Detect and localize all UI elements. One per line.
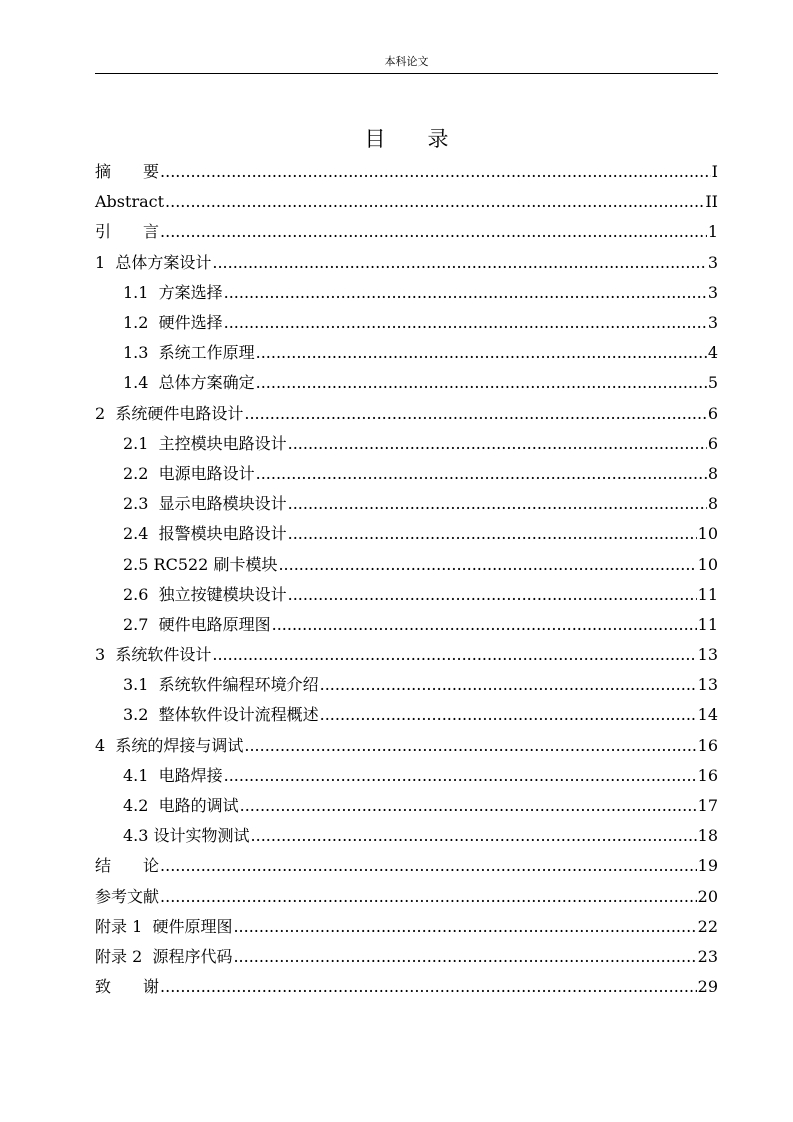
toc-entry-label: 2.1 主控模块电路设计	[123, 433, 287, 453]
toc-title-char-2: 录	[427, 127, 449, 151]
toc-dot-leader	[244, 399, 706, 429]
toc-dot-leader	[288, 489, 707, 519]
toc-dot-leader	[251, 821, 697, 851]
toc-entry[interactable]	[95, 791, 718, 821]
toc-dot-leader	[320, 670, 697, 700]
toc-entry-label: 4.1 电路焊接	[123, 765, 223, 785]
toc-dot-leader	[160, 851, 697, 881]
toc-dot-leader	[160, 157, 711, 187]
toc-entry-label: 1.3 系统工作原理	[123, 343, 255, 363]
page-header: 本科论文	[384, 55, 429, 68]
toc-dot-leader	[233, 912, 696, 942]
toc-entry-label: 致 谢	[95, 977, 160, 997]
toc-dot-leader	[256, 459, 707, 489]
toc-dot-leader	[288, 519, 697, 549]
toc-entry[interactable]	[95, 338, 718, 368]
toc-entry-label: 3.2 整体软件设计流程概述	[123, 705, 319, 725]
toc-dot-leader	[212, 640, 696, 670]
toc-entry-page: 29	[697, 977, 718, 997]
toc-entry-label: 2 系统硬件电路设计	[95, 403, 244, 423]
toc-entry-label: 4 系统的焊接与调试	[95, 735, 244, 755]
toc-entry-label: 1.1 方案选择	[123, 282, 223, 302]
toc-entry-page: 16	[697, 735, 718, 755]
toc-entry-label: 2.5 RC522 刷卡模块	[123, 554, 278, 574]
toc-entry-label: 3 系统软件设计	[95, 645, 212, 665]
toc-dot-leader	[212, 248, 706, 278]
toc-entry[interactable]	[95, 670, 718, 700]
toc-dot-leader	[165, 187, 704, 217]
table-of-contents	[95, 157, 718, 1002]
toc-dot-leader	[224, 761, 697, 791]
toc-dot-leader	[224, 278, 707, 308]
toc-dot-leader	[272, 610, 697, 640]
toc-entry[interactable]	[95, 429, 718, 459]
toc-entry-label: 引 言	[95, 222, 160, 242]
toc-entry[interactable]	[95, 972, 718, 1002]
toc-entry[interactable]	[95, 217, 718, 247]
toc-entry[interactable]	[95, 368, 718, 398]
toc-entry-label: 结 论	[95, 856, 160, 876]
toc-entry-page: 20	[697, 886, 718, 906]
toc-entry[interactable]	[95, 187, 718, 217]
toc-entry-page: 10	[697, 524, 718, 544]
toc-entry-page: 11	[697, 584, 718, 604]
toc-entry-label: 参考文献	[95, 886, 160, 906]
toc-title	[95, 124, 718, 154]
toc-dot-leader	[244, 731, 696, 761]
toc-entry-label: 1.4 总体方案确定	[123, 373, 255, 393]
toc-dot-leader	[160, 972, 697, 1002]
toc-entry[interactable]	[95, 519, 718, 549]
toc-entry-label: 1 总体方案设计	[95, 252, 212, 272]
toc-dot-leader	[224, 308, 707, 338]
toc-entry-page: 3	[707, 313, 718, 333]
toc-entry[interactable]	[95, 640, 718, 670]
toc-entry-label: 摘 要	[95, 162, 160, 182]
toc-entry[interactable]	[95, 821, 718, 851]
toc-entry-page: 11	[697, 614, 718, 634]
toc-entry[interactable]	[95, 761, 718, 791]
toc-entry[interactable]	[95, 882, 718, 912]
toc-entry-page: 8	[707, 463, 718, 483]
toc-entry-label: 2.3 显示电路模块设计	[123, 494, 287, 514]
toc-entry[interactable]	[95, 700, 718, 730]
toc-entry-label: 2.2 电源电路设计	[123, 463, 255, 483]
toc-entry-page: 8	[707, 494, 718, 514]
toc-entry-label: 2.7 硬件电路原理图	[123, 614, 271, 634]
toc-entry-page: 19	[697, 856, 718, 876]
toc-entry-page: 18	[697, 826, 718, 846]
toc-entry-page: 6	[707, 433, 718, 453]
toc-entry[interactable]	[95, 942, 718, 972]
toc-entry[interactable]	[95, 610, 718, 640]
toc-entry-page: I	[711, 162, 718, 182]
toc-entry[interactable]	[95, 851, 718, 881]
toc-entry-page: 5	[707, 373, 718, 393]
toc-dot-leader	[160, 217, 707, 247]
toc-entry-page: 16	[697, 765, 718, 785]
toc-dot-leader	[320, 700, 697, 730]
toc-dot-leader	[288, 580, 697, 610]
toc-entry-page: 13	[697, 675, 718, 695]
toc-entry[interactable]	[95, 912, 718, 942]
toc-dot-leader	[233, 942, 696, 972]
toc-entry-label: Abstract	[95, 192, 165, 212]
toc-entry-page: 13	[697, 645, 718, 665]
toc-entry-page: 3	[707, 252, 718, 272]
toc-entry-label: 3.1 系统软件编程环境介绍	[123, 675, 319, 695]
toc-entry-page: II	[705, 192, 718, 212]
toc-entry[interactable]	[95, 459, 718, 489]
toc-title-char-1: 目	[364, 127, 386, 151]
toc-entry-label: 附录 2 源程序代码	[95, 946, 233, 966]
toc-entry-page: 14	[697, 705, 718, 725]
toc-entry[interactable]	[95, 731, 718, 761]
toc-entry[interactable]	[95, 278, 718, 308]
toc-entry[interactable]	[95, 157, 718, 187]
toc-entry[interactable]	[95, 549, 718, 579]
toc-entry[interactable]	[95, 248, 718, 278]
toc-entry-page: 22	[697, 916, 718, 936]
toc-entry-page: 23	[697, 946, 718, 966]
header-divider	[95, 73, 718, 74]
toc-entry-label: 4.2 电路的调试	[123, 796, 239, 816]
toc-entry-label: 2.6 独立按键模块设计	[123, 584, 287, 604]
toc-entry[interactable]	[95, 580, 718, 610]
toc-entry[interactable]	[95, 489, 718, 519]
toc-entry-label: 4.3 设计实物测试	[123, 826, 250, 846]
toc-dot-leader	[240, 791, 697, 821]
toc-dot-leader	[160, 882, 697, 912]
toc-entry-page: 6	[707, 403, 718, 423]
toc-dot-leader	[256, 368, 707, 398]
toc-entry[interactable]	[95, 399, 718, 429]
toc-entry[interactable]	[95, 308, 718, 338]
toc-dot-leader	[256, 338, 707, 368]
toc-entry-page: 3	[707, 282, 718, 302]
toc-entry-page: 17	[697, 796, 718, 816]
toc-entry-label: 附录 1 硬件原理图	[95, 916, 233, 936]
toc-entry-page: 4	[707, 343, 718, 363]
toc-dot-leader	[278, 550, 696, 580]
toc-entry-page: 1	[707, 222, 718, 242]
toc-entry-label: 2.4 报警模块电路设计	[123, 524, 287, 544]
toc-dot-leader	[288, 429, 707, 459]
toc-entry-label: 1.2 硬件选择	[123, 313, 223, 333]
toc-entry-page: 10	[697, 554, 718, 574]
